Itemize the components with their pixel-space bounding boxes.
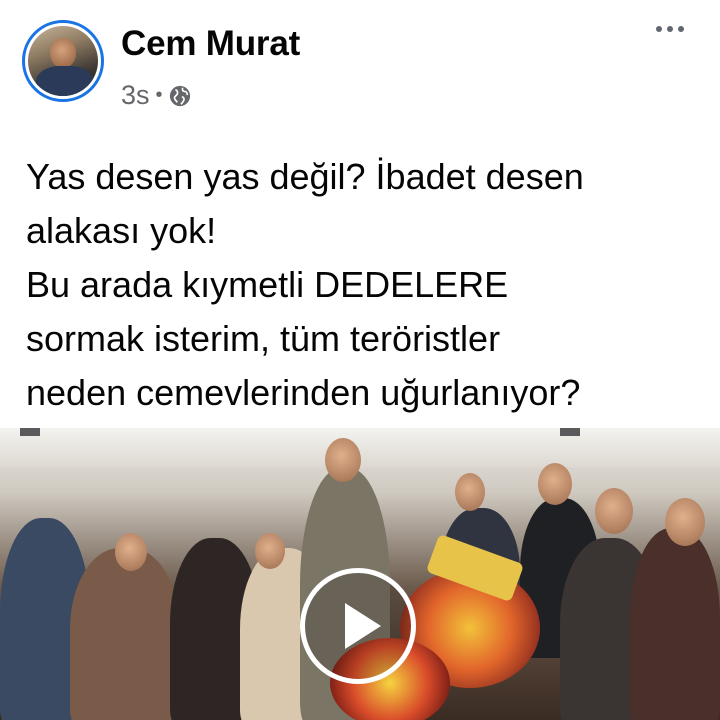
meta-separator: • — [155, 84, 163, 106]
post-text-line: neden cemevlerinden uğurlanıyor? — [26, 372, 581, 413]
post-text-line: Bu arada kıymetli DEDELERE — [26, 264, 509, 305]
crowd-face — [538, 463, 572, 505]
crowd-face — [325, 438, 361, 482]
avatar[interactable] — [22, 20, 104, 102]
crowd-person — [630, 528, 720, 720]
crowd-person — [70, 548, 180, 720]
post-text-line: Yas desen yas değil? İbadet desen — [26, 156, 584, 197]
crowd-face — [665, 498, 705, 546]
ceiling-light — [560, 428, 580, 436]
more-options-icon[interactable] — [656, 26, 684, 32]
ceiling-light — [20, 428, 40, 436]
globe-icon[interactable] — [169, 85, 191, 107]
post-meta — [121, 80, 191, 111]
post-text-line: sormak isterim, tüm teröristler — [26, 318, 501, 359]
play-icon — [345, 603, 381, 649]
author-name[interactable]: Cem Murat — [121, 24, 301, 63]
post-text — [26, 150, 706, 420]
crowd-face — [595, 488, 633, 534]
avatar-image — [28, 26, 98, 96]
crowd-face — [255, 533, 285, 569]
post-time[interactable]: 3s — [121, 80, 150, 110]
crowd-face — [455, 473, 485, 511]
post-text-line: alakası yok! — [26, 210, 217, 251]
crowd-face — [115, 533, 147, 571]
play-button[interactable] — [300, 568, 416, 684]
